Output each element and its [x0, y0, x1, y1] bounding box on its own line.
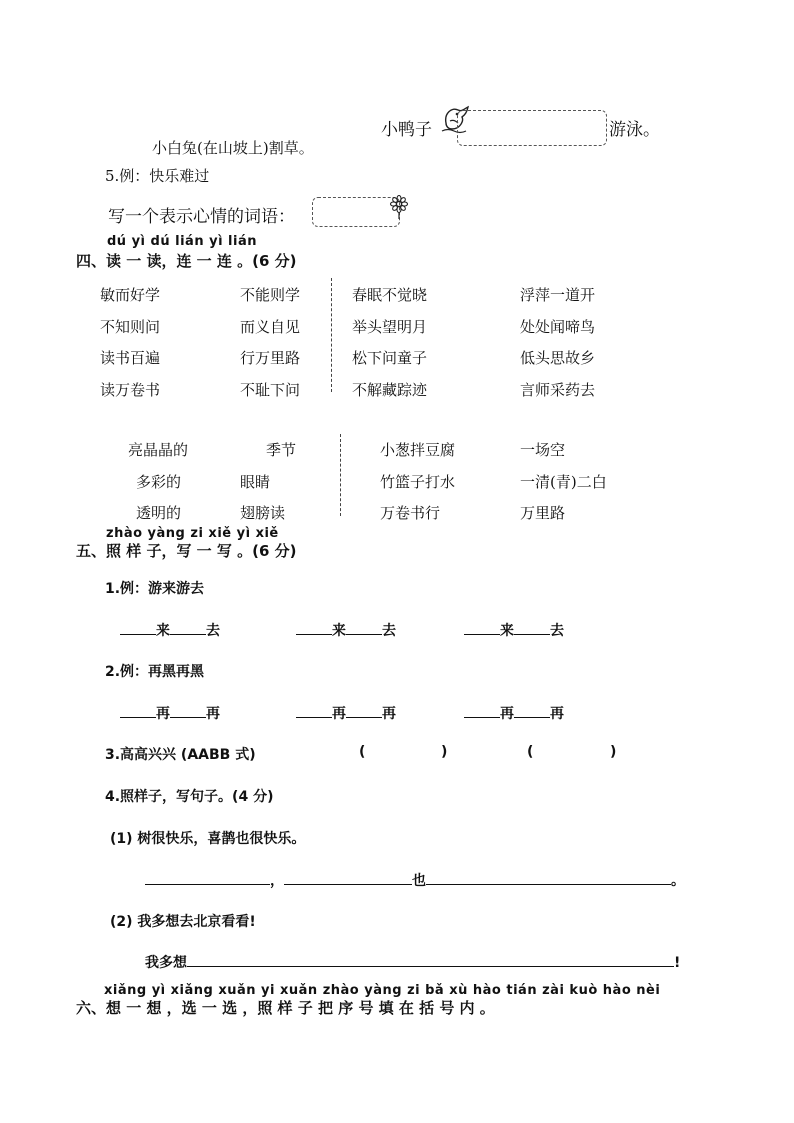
- q3-prompt: 3.高高兴兴 (AABB 式): [105, 747, 256, 763]
- list-item[interactable]: 万卷书行: [380, 504, 441, 522]
- answer-blank[interactable]: [514, 620, 550, 635]
- q1-blanks-3: 来 去: [464, 620, 564, 640]
- q4-1-example: (1) 树很快乐，喜鹊也很快乐。: [110, 831, 306, 847]
- answer-blank[interactable]: [426, 870, 671, 885]
- q4-2-answer-line: 我多想 !: [145, 952, 680, 972]
- list-item[interactable]: 春眠不觉晓: [352, 286, 428, 304]
- answer-blank[interactable]: [120, 703, 156, 718]
- mood-answer-box[interactable]: [312, 197, 400, 227]
- list-item[interactable]: 亮晶晶的: [128, 441, 189, 459]
- q3-paren-close-1: ): [441, 744, 448, 760]
- answer-blank[interactable]: [514, 703, 550, 718]
- q2-example: 2.例：再黑再黑: [105, 664, 205, 680]
- q1-blanks-1: 来 去: [120, 620, 220, 640]
- list-item[interactable]: 一场空: [520, 441, 566, 459]
- noun-column: [240, 435, 296, 530]
- section6-pinyin: xiǎng yì xiǎng xuǎn yi xuǎn zhào yàng zi bǎ xù hào tián zài kuò hào nèi: [104, 983, 661, 998]
- mood-prompt: 写一个表示心情的词语：: [108, 207, 295, 227]
- answer-blank[interactable]: [145, 870, 270, 885]
- answer-blank[interactable]: [284, 870, 412, 885]
- answer-blank[interactable]: [464, 703, 500, 718]
- list-item[interactable]: 读书百遍: [100, 349, 161, 367]
- list-item[interactable]: 一清(青)二白: [520, 472, 607, 491]
- q1-example: 1.例：游来游去: [105, 581, 205, 597]
- list-item[interactable]: 竹篮子打水: [380, 472, 456, 491]
- list-item[interactable]: 季节: [266, 441, 297, 459]
- list-item[interactable]: 而义自见: [240, 317, 301, 336]
- idiom-right-column: [240, 280, 300, 406]
- list-item[interactable]: 松下问童子: [352, 349, 428, 367]
- answer-blank[interactable]: [346, 703, 382, 718]
- column-divider: [331, 278, 332, 392]
- q4-1-answer-line: ， 也 。: [145, 870, 685, 890]
- q1-blanks-2: 来 去: [296, 620, 396, 640]
- answer-blank[interactable]: [170, 703, 206, 718]
- answer-blank[interactable]: [296, 703, 332, 718]
- list-item[interactable]: 举头望明月: [352, 317, 428, 336]
- adjective-column: [128, 435, 188, 530]
- list-item[interactable]: 眼睛: [240, 472, 271, 491]
- list-item[interactable]: 不知则问: [100, 317, 161, 336]
- section4-title: 四、读 一 读，连 一 连 。(6 分): [76, 252, 297, 270]
- list-item[interactable]: 小葱拌豆腐: [380, 441, 456, 459]
- list-item[interactable]: 透明的: [136, 504, 182, 522]
- q3-paren-open-1: (: [359, 744, 366, 760]
- answer-blank[interactable]: [187, 952, 674, 967]
- answer-blank[interactable]: [170, 620, 206, 635]
- list-item[interactable]: 言师采药去: [520, 380, 596, 399]
- poem-left-column: [352, 280, 427, 406]
- duck-sentence-prefix: 小鸭子: [381, 120, 432, 140]
- q2-blanks-2: 再 再: [296, 703, 396, 723]
- list-item[interactable]: 翅膀读: [240, 504, 286, 522]
- list-item[interactable]: 低头思故乡: [520, 349, 596, 367]
- section5-pinyin: zhào yàng zi xiě yì xiě: [106, 526, 279, 541]
- section6-title: 六、想 一 想 ，选 一 选 ，照 样 子 把 序 号 填 在 括 号 内 。: [76, 999, 495, 1017]
- list-item[interactable]: 读万卷书: [100, 380, 161, 399]
- section4-pinyin: dú yì dú lián yì lián: [107, 234, 257, 249]
- list-item[interactable]: 行万里路: [240, 349, 301, 367]
- idiom-left-column: [100, 280, 160, 406]
- list-item[interactable]: 敏而好学: [100, 286, 161, 304]
- q5-example: 5.例：快乐难过: [105, 167, 210, 185]
- list-item[interactable]: 处处闻啼鸟: [520, 317, 596, 336]
- list-item[interactable]: 浮萍一道开: [520, 286, 596, 304]
- duck-sentence-suffix: 游泳。: [609, 120, 660, 140]
- q4-prompt: 4.照样子，写句子。(4 分): [105, 789, 274, 805]
- q2-blanks-1: 再 再: [120, 703, 220, 723]
- list-item[interactable]: 多彩的: [136, 472, 182, 491]
- list-item[interactable]: 不能则学: [240, 286, 301, 304]
- flower-icon: [389, 195, 409, 219]
- answer-blank[interactable]: [120, 620, 156, 635]
- q3-paren-open-2: (: [527, 744, 534, 760]
- column-divider: [340, 434, 341, 516]
- list-item[interactable]: 不耻下问: [240, 380, 301, 399]
- list-item[interactable]: 不解藏踪迹: [352, 380, 428, 399]
- list-item[interactable]: 万里路: [520, 504, 566, 522]
- answer-blank[interactable]: [464, 620, 500, 635]
- answer-blank[interactable]: [296, 620, 332, 635]
- poem-right-column: [520, 280, 595, 406]
- section5-title: 五、照 样 子，写 一 写 。(6 分): [76, 542, 297, 560]
- q3-paren-close-2: ): [610, 744, 617, 760]
- saying-left-column: [380, 435, 455, 530]
- answer-blank[interactable]: [346, 620, 382, 635]
- q2-blanks-3: 再 再: [464, 703, 564, 723]
- duck-answer-box[interactable]: [457, 110, 607, 146]
- saying-right-column: [520, 435, 607, 530]
- q4-2-example: (2) 我多想去北京看看!: [110, 914, 256, 930]
- rabbit-sentence: 小白兔(在山坡上)割草。: [152, 139, 314, 157]
